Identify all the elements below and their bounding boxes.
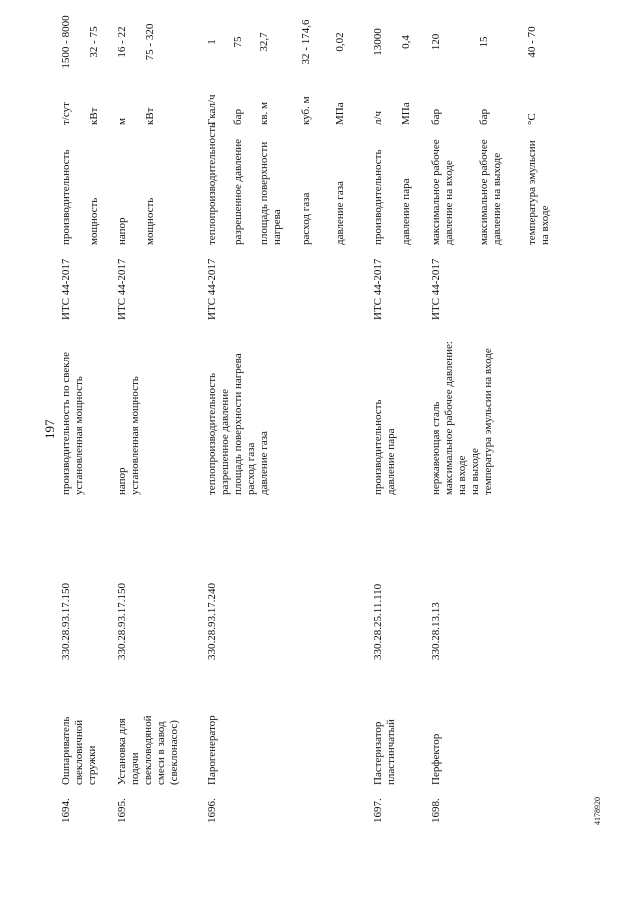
indicator-name: температура эмульсии на входе [526,140,551,245]
okpd-code: 330.28.25.11.110 [372,583,384,660]
characteristics: нержавеющая сталь максимальное рабочее давление: на входе на выходе температура эмульсии на входе [430,341,494,495]
indicator-unit: бар [430,109,442,125]
indicator-unit: кв. м [258,102,270,125]
indicator-value: 32,7 [258,32,270,52]
characteristics: теплопроизводительность разрешенное давление площадь поверхности нагрева расход газа давление газа [206,353,270,495]
indicator-name: напор [116,217,128,245]
indicator-value: 1 [206,39,218,45]
indicator-value: 120 [430,33,442,51]
indicator-unit: т/сут [60,102,72,125]
equipment-name: Пастеризатор пластинчатый [372,719,397,785]
indicator-unit: м [116,118,128,125]
indicator-value: 15 [478,36,490,48]
indicator-value: 75 - 320 [144,23,156,61]
indicator-unit: кВт [88,107,100,125]
indicator-value: 1500 - 8000 [60,15,72,69]
indicator-name: производительность [372,149,384,245]
indicator-value: 16 - 22 [116,26,128,58]
indicator-unit: л/ч [372,110,384,125]
equipment-name: Установка для подачи свекловодяной смеси в завод (свеклонасос) [116,715,180,785]
indicator-unit: МПа [400,102,412,125]
characteristics: напор установленная мощность [116,376,141,495]
indicator-unit: Гкал/ч [206,94,218,125]
indicator-value: 32 - 75 [88,26,100,58]
its-standard: ИТС 44-2017 [372,258,384,320]
indicator-name: мощность [144,197,156,245]
okpd-code: 330.28.13.13 [430,602,442,660]
okpd-code: 330.28.93.17.240 [206,583,218,660]
table-row [206,5,366,825]
indicator-name: максимальное рабочее давление на выходе [478,139,503,245]
okpd-code: 330.28.93.17.150 [60,583,72,660]
indicator-value: 0,4 [400,35,412,49]
table-row [60,5,116,825]
characteristics: производительность давление пара [372,399,397,495]
indicator-name: производительность [60,149,72,245]
indicator-name: разрешенное давление [232,138,244,245]
row-number: 1698. [430,798,442,823]
table-row [430,5,580,825]
indicator-name: максимальное рабочее давление на входе [430,139,455,245]
indicator-name: мощность [88,197,100,245]
document-code: 4178920 [593,797,602,825]
row-number: 1696. [206,798,218,823]
page-number: 197 [42,419,57,439]
indicator-value: 13000 [372,28,384,56]
indicator-name: площадь поверхности нагрева [258,141,283,245]
okpd-code: 330.28.93.17.150 [116,583,128,660]
indicator-unit: куб. м [300,96,312,125]
its-standard: ИТС 44-2017 [206,258,218,320]
equipment-name: Парогенератор [206,715,218,785]
its-standard: ИТС 44-2017 [116,258,128,320]
characteristics: производительность по свекле установленная мощность [60,352,85,495]
indicator-name: расход газа [300,192,312,245]
indicator-name: давление пара [400,178,412,245]
indicator-name: давление газа [334,181,346,245]
row-number: 1694. [60,798,72,823]
row-number: 1697. [372,798,384,823]
rotated-table [38,5,602,825]
indicator-unit: °С [526,113,538,125]
row-number: 1695. [116,798,128,823]
indicator-unit: бар [232,109,244,125]
table-row [372,5,428,825]
equipment-name: Ошпариватель свекловичной стружки [60,716,98,785]
its-standard: ИТС 44-2017 [60,258,72,320]
indicator-value: 40 - 70 [526,26,538,58]
indicator-value: 32 - 174,6 [300,19,312,65]
equipment-name: Перфектор [430,733,442,785]
indicator-name: теплопроизводительность [206,122,218,245]
its-standard: ИТС 44-2017 [430,258,442,320]
indicator-unit: кВт [144,107,156,125]
indicator-unit: МПа [334,102,346,125]
indicator-unit: бар [478,109,490,125]
table-row [116,5,202,825]
indicator-value: 75 [232,36,244,48]
indicator-value: 0,02 [334,32,346,52]
